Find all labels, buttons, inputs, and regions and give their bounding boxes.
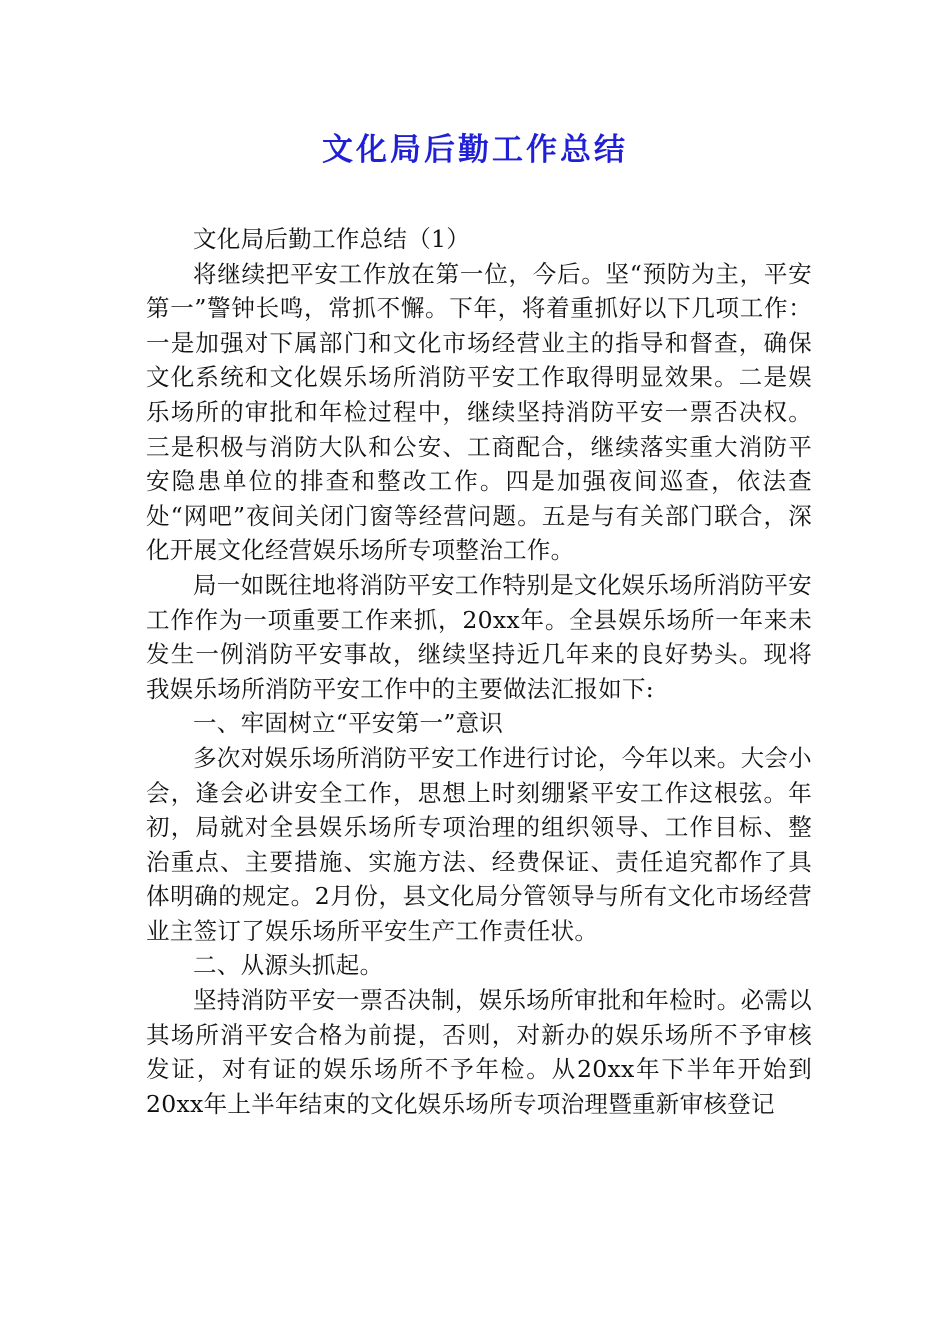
paragraph-plan: 将继续把平安工作放在第一位，今后。坚“预防为主，平安第一”警钟长鸣，常抓不懈。下年，将着重抓好以下几项工作：一是加强对下属部门和文化市场经营业主的指导和督查，确保文化系统和文化娱乐场所消防平安工作取得明显效果。二是娱乐场所的审批和年检过程中，继续坚持消防平安一票否决权。三是积极与消防大队和公安、工商配合，继续落实重大消防平安隐患单位的排查和整改工作。四是加强夜间巡查，依法查处“网吧”夜间关闭门窗等经营问题。五是与有关部门联合，深化开展文化经营娱乐场所专项整治工作。 [146, 259, 812, 565]
paragraph-section-2: 坚持消防平安一票否决制，娱乐场所审批和年检时。必需以其场所消平安合格为前提，否则，对新办的娱乐场所不予审核发证，对有证的娱乐场所不予年检。从20xx年下半年开始到20xx年上半年结束的文化娱乐场所专项治理暨重新审核登记 [146, 986, 812, 1118]
document-title: 文化局后勤工作总结 [322, 132, 628, 168]
section-heading-1: 一、牢固树立“平安第一”意识 [193, 709, 504, 738]
paragraph-section-1: 多次对娱乐场所消防平安工作进行讨论，今年以来。大会小会，逢会必讲安全工作，思想上时刻绷紧平安工作这根弦。年初，局就对全县娱乐场所专项治理的组织领导、工作目标、整治重点、主要措施、实施方法、经费保证、责任追究都作了具体明确的规定。2月份，县文化局分管领导与所有文化市场经营业主签订了娱乐场所平安生产工作责任状。 [146, 743, 812, 945]
paragraph-subtitle: 文化局后勤工作总结（1） [193, 225, 471, 253]
paragraph-summary: 局一如既往地将消防平安工作特别是文化娱乐场所消防平安工作作为一项重要工作来抓，20xx年。全县娱乐场所一年来未发生一例消防平安事故，继续坚持近几年来的良好势头。现将我娱乐场所消防平安工作中的主要做法汇报如下: [146, 570, 812, 703]
section-heading-2: 二、从源头抓起。 [193, 951, 384, 980]
document-body [146, 222, 812, 1121]
